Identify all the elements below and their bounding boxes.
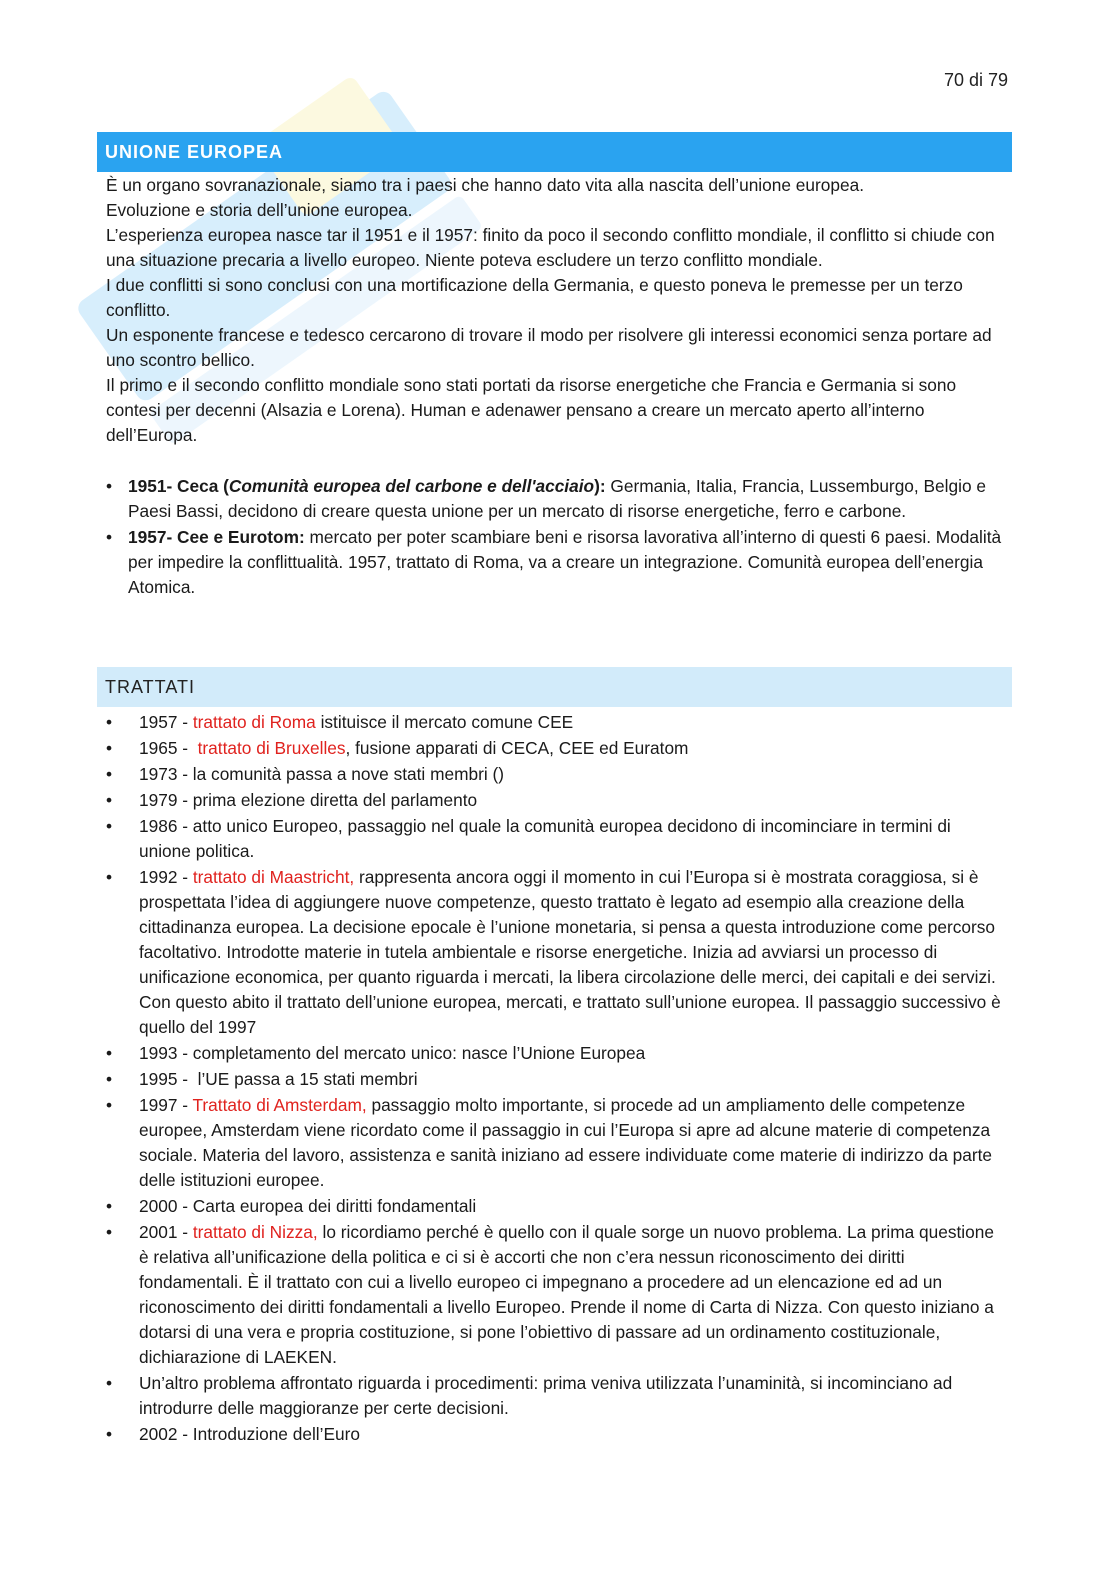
list-item	[106, 736, 1006, 761]
treaty-name: trattato di Nizza,	[192, 1222, 318, 1242]
list-item	[106, 865, 1006, 1040]
list-item	[106, 1067, 1006, 1092]
paragraph: Il primo e il secondo conflitto mondiale sono stati portati da risorse energetiche che Francia e Germania si sono contesi per decenni (Alsazia e Lorena). Human e adenawer pensano a creare un mercato aperto all’interno dell’Europa.	[106, 375, 957, 445]
list-item	[106, 1041, 1006, 1066]
list-item	[106, 1220, 1006, 1370]
list-item	[106, 1194, 1006, 1219]
list-item	[106, 1371, 1006, 1421]
page-number: 70 di 79	[943, 70, 1008, 90]
item-text: 2000 - Carta europea dei diritti fondamentali	[139, 1196, 477, 1216]
item-text: 1986 - atto unico Europeo, passaggio nel quale la comunità europea decidono di incominciare in termini di unione politica.	[139, 816, 951, 861]
bold-end: ):	[594, 476, 606, 496]
item-text: 2002 - Introduzione dell’Euro	[139, 1424, 360, 1444]
list-item	[106, 1093, 1006, 1193]
item-text: istituisce il mercato comune CEE	[315, 712, 574, 732]
item-text: 1992 -	[139, 867, 193, 887]
item-text: 1993 - completamento del mercato unico: nasce l’Unione Europea	[139, 1043, 646, 1063]
treaty-name: trattato di Roma	[192, 712, 316, 732]
list-item	[106, 1422, 1006, 1447]
section-title-unione-europea: UNIONE EUROPEA	[97, 132, 1012, 172]
list-item	[106, 525, 1006, 600]
item-text: 1997 -	[139, 1095, 193, 1115]
paragraph: Evoluzione e storia dell’unione europea.	[106, 200, 413, 220]
item-text: 1965 -	[139, 738, 198, 758]
item-text: , fusione apparati di CECA, CEE ed Euratom	[345, 738, 689, 758]
intro-text	[106, 173, 1006, 448]
list-item	[106, 710, 1006, 735]
item-text: Germania, Italia, Francia, Lussemburgo, Belgio e Paesi Bassi, decidono di creare questa unione per un mercato di risorse energetiche, ferro e carbone.	[128, 476, 986, 521]
item-text: rappresenta ancora oggi il momento in cui l’Europa si è mostrata coraggiosa, si è prospettata l’idea di aggiungere nuove competenze, questo trattato è legato ad esempio alla creazione della cittadinanza europea. La decisione epocale è l’unione monetaria, si pensa a questa introduzione come percorso facoltativo. Introdotte materie in tutela ambientale e risorse energetiche. Inizia ad avviarsi un processo di unificazione economica, per quanto riguarda i mercati, la libera circolazione delle merci, dei capitali e dei servizi. Con questo abito il trattato dell’unione europea, mercati, e trattato sull’unione europea. Il passaggio successivo è quello del 1997	[139, 867, 1001, 1037]
item-text: 2001 -	[139, 1222, 193, 1242]
treaty-name: trattato di Maastricht,	[192, 867, 355, 887]
item-text: 1995 - l’UE passa a 15 stati membri	[139, 1069, 418, 1089]
list-item	[106, 762, 1006, 787]
item-text: Un’altro problema affrontato riguarda i procedimenti: prima veniva utilizzata l’unaminità, si incominciano ad introdurre delle maggioranze per certe decisioni.	[139, 1373, 953, 1418]
bold-italic-term: Comunità europea del carbone e dell'acciaio	[228, 476, 595, 496]
paragraph: L’esperienza europea nasce tar il 1951 e il 1957: finito da poco il secondo conflitto mondiale, il conflitto si chiude con una situazione precaria a livello europeo. Niente poteva escludere un terzo conflitto mondiale.	[106, 225, 995, 270]
treaty-name: trattato di Bruxelles	[197, 738, 346, 758]
founding-bullet-list	[106, 474, 1006, 601]
bold-lead: 1951- Ceca (	[128, 476, 229, 496]
list-item	[106, 814, 1006, 864]
item-text: mercato per poter scambiare beni e risorsa lavorativa all’interno di questi 6 paesi. Modalità per impedire la conflittualità. 1957, trattato di Roma, va a creare un integrazione. Comunità europea dell’energia Atomica.	[128, 527, 1002, 597]
item-text: 1957 -	[139, 712, 193, 732]
paragraph: I due conflitti si sono conclusi con una mortificazione della Germania, e questo poneva le premesse per un terzo conflitto.	[106, 275, 963, 320]
list-item	[106, 788, 1006, 813]
paragraph: Un esponente francese e tedesco cercarono di trovare il modo per risolvere gli interessi economici senza portare ad uno scontro bellico.	[106, 325, 992, 370]
section-title-trattati: TRATTATI	[97, 667, 1012, 707]
treaty-name: Trattato di Amsterdam,	[192, 1095, 367, 1115]
item-text: 1973 - la comunità passa a nove stati membri ()	[139, 764, 504, 784]
item-text: passaggio molto importante, si procede ad un ampliamento delle competenze europee, Amsterdam viene ricordato come il passaggio in cui l’Europa si apre ad alcune materie di competenza sociale. Materia del lavoro, assistenza e sanità iniziano ad essere individuate come materie di indirizzo da parte delle istituzioni europee.	[139, 1095, 992, 1190]
bold-lead: 1957- Cee e Eurotom:	[128, 527, 305, 547]
item-text: lo ricordiamo perché è quello con il quale sorge un nuovo problema. La prima questione è relativa all’unificazione della politica e ci si è accorti che non c’era nessun riconoscimento dei diritti fondamentali. È il trattato con cui a livello europeo ci impegnano a procedere ad un elencazione ed ad un riconoscimento dei diritti fondamentali a livello Europeo. Prende il nome di Carta di Nizza. Con questo iniziano a dotarsi di una vera e propria costituzione, si pone l’obiettivo di passare ad un ordinamento costituzionale, dichiarazione di LAEKEN.	[139, 1222, 994, 1367]
item-text: 1979 - prima elezione diretta del parlamento	[139, 790, 478, 810]
paragraph: È un organo sovranazionale, siamo tra i paesi che hanno dato vita alla nascita dell’unione europea.	[106, 175, 864, 195]
treaties-list	[106, 710, 1006, 1448]
list-item	[106, 474, 1006, 524]
